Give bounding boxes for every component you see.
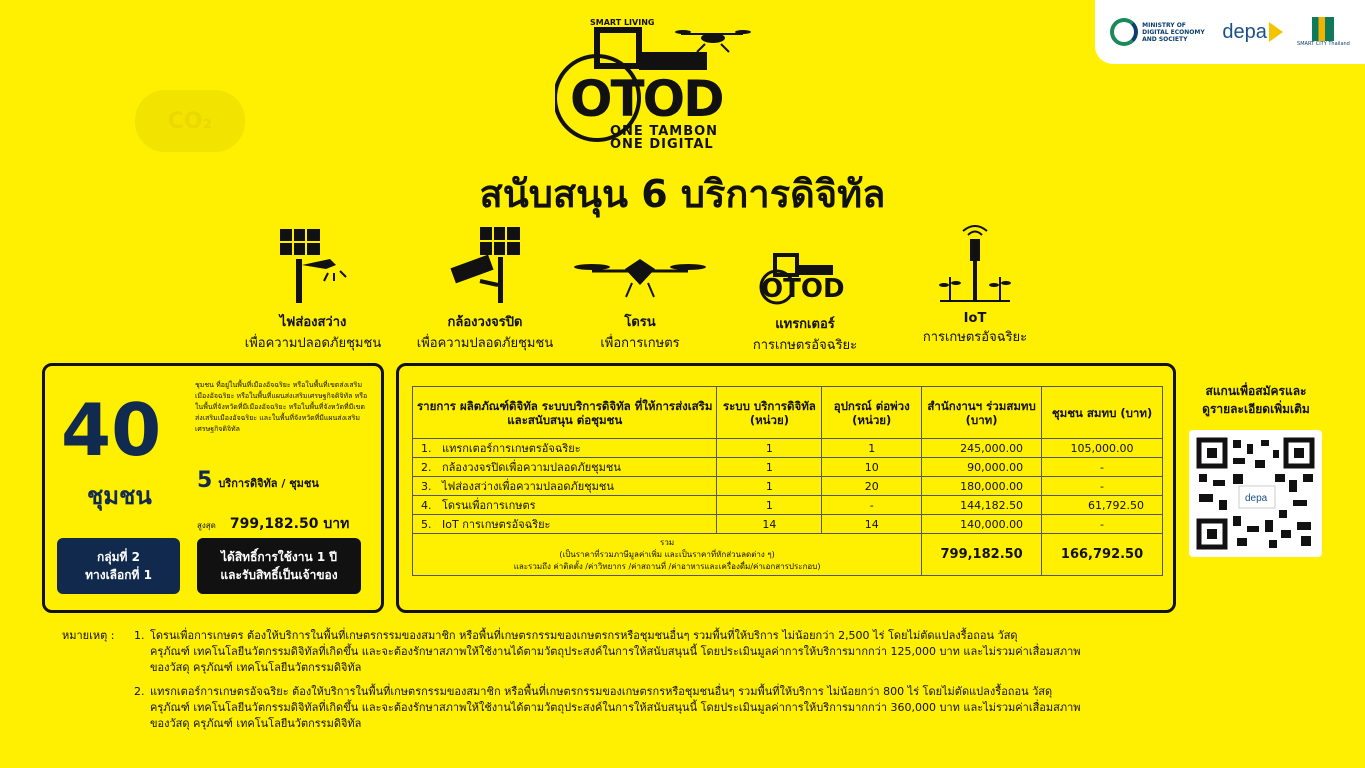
service-subtitle: เพื่อการเกษตร [600, 336, 680, 351]
service-title: โดรน [624, 315, 656, 330]
rights-line1: ได้สิทธิ์การใช้งาน 1 ปี [221, 550, 337, 564]
item-number: 3. [421, 480, 432, 493]
option-label: ทางเลือกที่ 1 [85, 568, 152, 582]
qr-caption [1182, 382, 1330, 418]
qr-center-label: depa [1245, 493, 1268, 504]
table-row [413, 515, 1163, 534]
system-cell: 1 [717, 477, 822, 496]
note-line: แทรกเตอร์การเกษตรอัจฉริยะ ต้องให้บริการในพื้นที่เกษตรกรรมของสมาชิก หรือพื้นที่เกษตรกรรมของเกษตรกรหรือชุมชนอื่นๆ รวมพื้นที่ให้บริการ ไม่น้อยกว่า 800 ไร่ โดยไม่ตัดแปลงรื้อถอน วัสดุ [150, 685, 1053, 698]
depa-logo [1222, 21, 1283, 44]
co2-background-decoration: CO₂ [135, 90, 245, 152]
service-title: ไฟส่องสว่าง [279, 315, 347, 330]
item-name: ไฟส่องสว่างเพื่อความปลอดภัยชุมชน [442, 480, 614, 493]
services-per-community-number: 5 [197, 468, 213, 493]
table-total-row [413, 534, 1163, 576]
total-community: 166,792.50 [1042, 534, 1163, 576]
partner-logos [1095, 0, 1365, 64]
device-cell: 10 [822, 458, 922, 477]
service-drone [565, 225, 715, 353]
community-cell: - [1042, 477, 1163, 496]
header-device-units: อุปกรณ์ ต่อพ่วง (หน่วย) [822, 387, 922, 439]
group-label: กลุ่มที่ 2 [97, 550, 140, 564]
mdes-logo-text: MINISTRY OF DIGITAL ECONOMY AND SOCIETY [1142, 21, 1205, 43]
cctv-camera-icon [440, 225, 530, 305]
support-table-box [396, 363, 1176, 613]
service-subtitle: เพื่อความปลอดภัยชุมชน [244, 336, 382, 351]
total-label-cell [413, 534, 922, 576]
tractor-icon [755, 225, 855, 307]
service-street-light [238, 225, 388, 353]
note-number: 2. [134, 685, 145, 698]
office-cell: 140,000.00 [922, 515, 1042, 534]
rights-badge [197, 538, 361, 594]
mdes-logo [1110, 18, 1208, 46]
table-row [413, 496, 1163, 515]
item-name: IoT การเกษตรอัจฉริยะ [442, 518, 551, 531]
item-cell [413, 439, 717, 458]
service-iot [900, 225, 1050, 347]
rights-line2: และรับสิทธิ์เป็นเจ้าของ [220, 568, 338, 582]
max-amount-value: 799,182.50 บาท [229, 516, 350, 532]
service-title: กล้องวงจรปิด [447, 315, 523, 330]
service-subtitle: การเกษตรอัจฉริยะ [752, 338, 858, 353]
depa-logo-text: depa [1222, 20, 1267, 43]
device-cell: 1 [822, 439, 922, 458]
service-subtitle: การเกษตรอัจฉริยะ [922, 330, 1028, 345]
qr-code-icon [1189, 430, 1322, 557]
item-number: 5. [421, 518, 432, 531]
header-item: รายการ ผลิตภัณฑ์ดิจิทัล ระบบบริการดิจิทัล ที่ให้การส่งเสริม และสนับสนุน ต่อชุมชน [413, 387, 717, 439]
item-number: 1. [421, 442, 432, 455]
service-title: แทรกเตอร์ [775, 317, 835, 332]
note-number: 1. [134, 629, 145, 642]
svg-text:OTOD: OTOD [761, 274, 845, 304]
total-label: รวม [660, 537, 675, 547]
otod-subtitle-line1: ONE TAMBON [610, 124, 719, 139]
smart-city-logo-text: SMART CITY Thailand [1297, 41, 1350, 47]
header-office-contribution: สำนักงานฯ ร่วมสมทบ (บาท) [922, 387, 1042, 439]
services-per-community-label: บริการดิจิทัล / ชุมชน [218, 477, 319, 490]
item-cell [413, 496, 717, 515]
header-system-units: ระบบ บริการดิจิทัล (หน่วย) [717, 387, 822, 439]
office-cell: 180,000.00 [922, 477, 1042, 496]
note-line: ครุภัณฑ์ เทคโนโลยีนวัตกรรมดิจิทัลที่เกิดขึ้น และจะต้องรักษาสภาพให้ใช้งานได้ตามวัตถุประสงค์ในการให้สนับสนุนนี้ โดยประเมินมูลค่าการให้บริการมากกว่า 125,000 บาท และไม่รวมค่าเสื่อมสภาพ [150, 645, 1081, 658]
note-item [134, 628, 1244, 676]
table-row [413, 458, 1163, 477]
drone-icon [570, 225, 710, 305]
service-cctv [410, 225, 560, 353]
item-number: 4. [421, 499, 432, 512]
services-per-community [197, 468, 319, 493]
max-amount-label: สูงสุด [197, 521, 216, 530]
iot-sensor-icon [930, 225, 1020, 305]
system-cell: 14 [717, 515, 822, 534]
max-amount [197, 513, 349, 535]
item-name: กล้องวงจรปิดเพื่อความปลอดภัยชุมชน [442, 461, 621, 474]
group-option-badge [57, 538, 180, 594]
total-office: 799,182.50 [922, 534, 1042, 576]
community-cell: - [1042, 458, 1163, 477]
mdes-logo-icon [1110, 18, 1138, 46]
header-community-contribution: ชุมชน สมทบ (บาท) [1042, 387, 1163, 439]
community-unit: ชุมชน [87, 482, 152, 510]
otod-tagline: SMART LIVING [590, 18, 655, 27]
community-count: 40 [61, 388, 162, 472]
table-row [413, 439, 1163, 458]
office-cell: 90,000.00 [922, 458, 1042, 477]
system-cell: 1 [717, 439, 822, 458]
otod-subtitle [610, 125, 718, 151]
service-title: IoT [963, 311, 987, 326]
qr-caption-line1: สแกนเพื่อสมัครและ [1205, 384, 1307, 398]
item-number: 2. [421, 461, 432, 474]
solar-street-light-icon [268, 225, 358, 305]
device-cell: - [822, 496, 922, 515]
total-note1: (เป็นราคาที่รวมภาษีมูลค่าเพิ่ม และเป็นราคาที่หักส่วนลดต่าง ๆ) [559, 549, 775, 559]
note-line: ของวัสดุ ครุภัณฑ์ เทคโนโลยีนวัตกรรมดิจิทัล [150, 717, 362, 730]
notes-label: หมายเหตุ : [62, 629, 115, 642]
page-headline: สนับสนุน 6 บริการดิจิทัล [479, 172, 886, 216]
item-cell [413, 477, 717, 496]
table-row [413, 477, 1163, 496]
office-cell: 245,000.00 [922, 439, 1042, 458]
smart-city-logo [1297, 17, 1350, 47]
item-name: โดรนเพื่อการเกษตร [442, 499, 536, 512]
depa-arrow-icon [1269, 22, 1283, 42]
community-cell: 105,000.00 [1042, 439, 1163, 458]
device-cell: 20 [822, 477, 922, 496]
note-item [134, 684, 1244, 732]
office-cell: 144,182.50 [922, 496, 1042, 515]
note-line: ของวัสดุ ครุภัณฑ์ เทคโนโลยีนวัตกรรมดิจิทัล [150, 661, 362, 674]
note-line: ครุภัณฑ์ เทคโนโลยีนวัตกรรมดิจิทัลที่เกิดขึ้น และจะต้องรักษาสภาพให้ใช้งานได้ตามวัตถุประสงค์ในการให้สนับสนุนนี้ โดยประเมินมูลค่าการให้บริการมากกว่า 360,000 บาท และไม่รวมค่าเสื่อมสภาพ [150, 701, 1081, 714]
item-name: แทรกเตอร์การเกษตรอัจฉริยะ [442, 442, 581, 455]
support-table [412, 386, 1163, 576]
device-cell: 14 [822, 515, 922, 534]
item-cell [413, 458, 717, 477]
community-cell: - [1042, 515, 1163, 534]
smart-city-icon [1312, 17, 1334, 41]
eligibility-description: ชุมชน ที่อยู่ในพื้นที่เมืองอัจฉริยะ หรือในพื้นที่เขตส่งเสริมเมืองอัจฉริยะ หรือในพื้นที่แผนส่งเสริมเศรษฐกิจดิจิทัล หรือในพื้นที่จังหวัดที่มีเมืองอัจฉริยะ หรือในพื้นที่จังหวัดที่มีเขตส่งเสริมเมืองอัจฉริยะ และในพื้นที่จังหวัดที่มีแผนส่งเสริมเศรษฐกิจดิจิทัล [195, 381, 368, 433]
system-cell: 1 [717, 458, 822, 477]
otod-wordmark: OTOD [570, 70, 723, 128]
total-note2: และรวมถึง ค่าติดตั้ง /ค่าวิทยากร /ค่าสถานที่ /ค่าอาหารและเครื่องดื่ม/ค่าเอกสารประกอบ) [513, 561, 821, 571]
table-header-row [413, 387, 1163, 439]
system-cell: 1 [717, 496, 822, 515]
otod-subtitle-line2: ONE DIGITAL [610, 137, 714, 152]
qr-caption-line2: ดูรายละเอียดเพิ่มเติม [1202, 402, 1310, 416]
note-line: โดรนเพื่อการเกษตร ต้องให้บริการในพื้นที่เกษตรกรรมของสมาชิก หรือพื้นที่เกษตรกรรมของเกษตรกรหรือชุมชนอื่นๆ รวมพื้นที่ให้บริการ ไม่น้อยกว่า 2,500 ไร่ โดยไม่ตัดแปลงรื้อถอน วัสดุ [150, 629, 1018, 642]
community-summary-box [42, 363, 384, 613]
community-cell: 61,792.50 [1042, 496, 1163, 515]
service-tractor [740, 225, 870, 355]
item-cell [413, 515, 717, 534]
qr-code[interactable] [1189, 430, 1322, 557]
service-subtitle: เพื่อความปลอดภัยชุมชน [416, 336, 554, 351]
